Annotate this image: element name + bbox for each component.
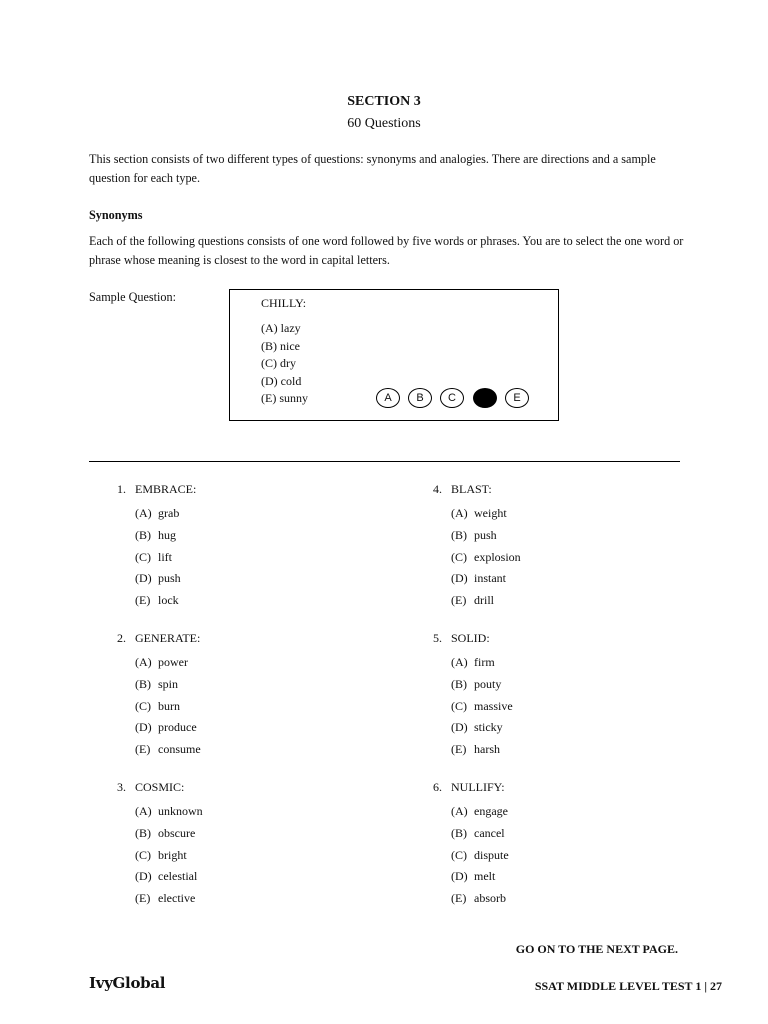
answer-bubble-c: C (440, 388, 464, 408)
question-number: 2. (117, 631, 126, 645)
question-number: 3. (117, 780, 126, 794)
question-number: 1. (117, 482, 126, 496)
question-number: 5. (433, 631, 442, 645)
sample-choice: (E) sunny (261, 391, 308, 406)
sample-question-label: Sample Question: (89, 290, 176, 304)
question-word: BLAST: (451, 482, 492, 496)
answer-bubble-a: A (376, 388, 400, 408)
go-on-notice: GO ON TO THE NEXT PAGE. (515, 942, 678, 956)
question-number: 6. (433, 780, 442, 794)
question-word: GENERATE: (135, 631, 201, 645)
page-footer: SSAT MIDDLE LEVEL TEST 1 | 27 (534, 979, 722, 993)
sample-choices (261, 320, 308, 408)
question-word: EMBRACE: (135, 482, 197, 496)
section-title: SECTION 3 (347, 94, 421, 109)
sample-choice: (B) nice (261, 338, 300, 353)
sample-word: CHILLY: (261, 296, 307, 310)
section-divider (89, 461, 680, 462)
synonyms-directions: Each of the following questions consists of one word followed by five words or phrases. You are to select the one word or phrase whose meaning is closest to the word in capital letters. (89, 234, 684, 267)
sample-choice: (C) dry (261, 356, 296, 371)
sample-question-box (229, 289, 559, 421)
ivy-global-logo: IvyGlobal (89, 974, 166, 992)
sample-choice: (D) cold (261, 373, 302, 388)
question-word: NULLIFY: (451, 780, 505, 794)
answer-bubble-b: B (408, 388, 432, 408)
synonyms-heading: Synonyms (89, 208, 143, 222)
question-word: COSMIC: (135, 780, 185, 794)
question-count: 60 Questions (347, 116, 421, 131)
answer-bubble-d-filled: D (473, 388, 497, 408)
section-intro: This section consists of two different types of questions: synonyms and analogies. There are directions and a sample question for each type. (89, 152, 656, 185)
question-number: 4. (433, 482, 442, 496)
sample-choice: (A) lazy (261, 321, 301, 335)
answer-bubble-e: E (505, 388, 529, 408)
question-word: SOLID: (451, 631, 490, 645)
